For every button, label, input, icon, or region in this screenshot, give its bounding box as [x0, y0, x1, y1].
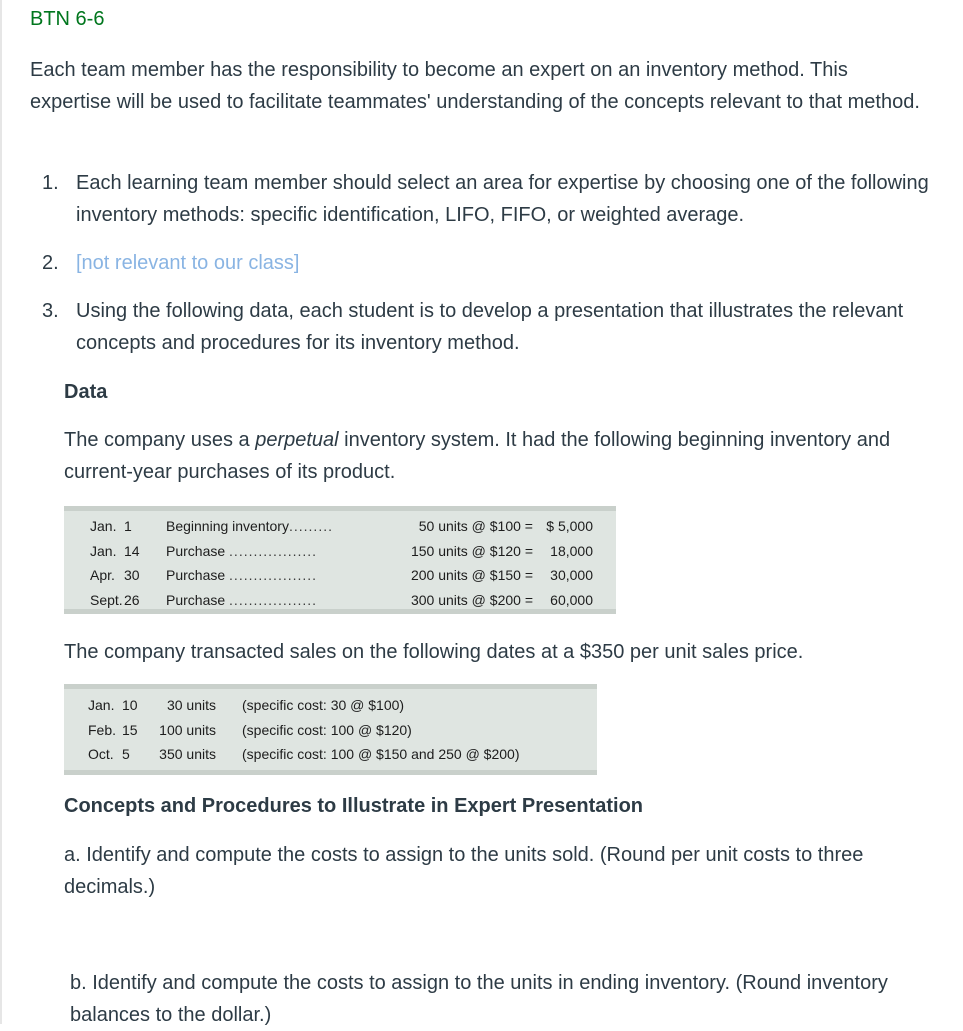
table-row: Feb. 15 100 units (specific cost: 100 @ $120) [88, 721, 412, 738]
list-text: Each learning team member should select an area for expertise by choosing one of the following inventory methods: specific identification, LIFO, FIFO, or weighted average. [76, 172, 929, 226]
question-b: b. Identify and compute the costs to assign to the units in ending inventory. (Round inventory balances to the dollar.) [70, 972, 888, 1026]
question-a: a. Identify and compute the costs to assign to the units sold. (Round per unit costs to three decimals.) [64, 844, 864, 898]
table-row: Oct. 5 350 units (specific cost: 100 @ $150 and 250 @ $200) [88, 746, 520, 763]
table-row: Sept. 26 Purchase .................. 300 units @ $200 = 60,000 [90, 591, 593, 608]
sales-table [64, 684, 597, 775]
table-row: Jan. 10 30 units (specific cost: 30 @ $100) [88, 697, 405, 714]
list-text: Using the following data, each student is to develop a presentation that illustrates the relevant concepts and procedures for its inventory method. [76, 300, 904, 354]
purchases-table [64, 506, 616, 614]
table-row: Apr. 30 Purchase .................. 200 units @ $150 = 30,000 [90, 567, 593, 584]
list-number: 3. [42, 300, 59, 322]
perpetual-emphasis: perpetual [255, 429, 339, 451]
table-row: Jan. 1 Beginning inventory......... 50 units @ $100 = $ 5,000 [90, 518, 593, 535]
concepts-heading: Concepts and Procedures to Illustrate in Expert Presentation [64, 795, 644, 817]
list-number: 2. [42, 252, 59, 274]
not-relevant-link[interactable]: [not relevant to our class] [76, 252, 300, 274]
intro-paragraph: Each team member has the responsibility to become an expert on an inventory method. This expertise will be used to facilitate teammates' understanding of the concepts relevant to that method. [30, 59, 920, 113]
data-intro: The company uses a perpetual inventory system. It had the following beginning inventory and current-year purchases of its product. [64, 429, 891, 483]
table-row: Jan. 14 Purchase .................. 150 units @ $120 = 18,000 [90, 542, 593, 559]
page-title: BTN 6-6 [30, 8, 105, 30]
left-border [0, 0, 2, 1024]
sales-intro: The company transacted sales on the following dates at a $350 per unit sales price. [64, 641, 804, 663]
list-number: 1. [42, 172, 59, 194]
data-heading: Data [64, 381, 108, 403]
